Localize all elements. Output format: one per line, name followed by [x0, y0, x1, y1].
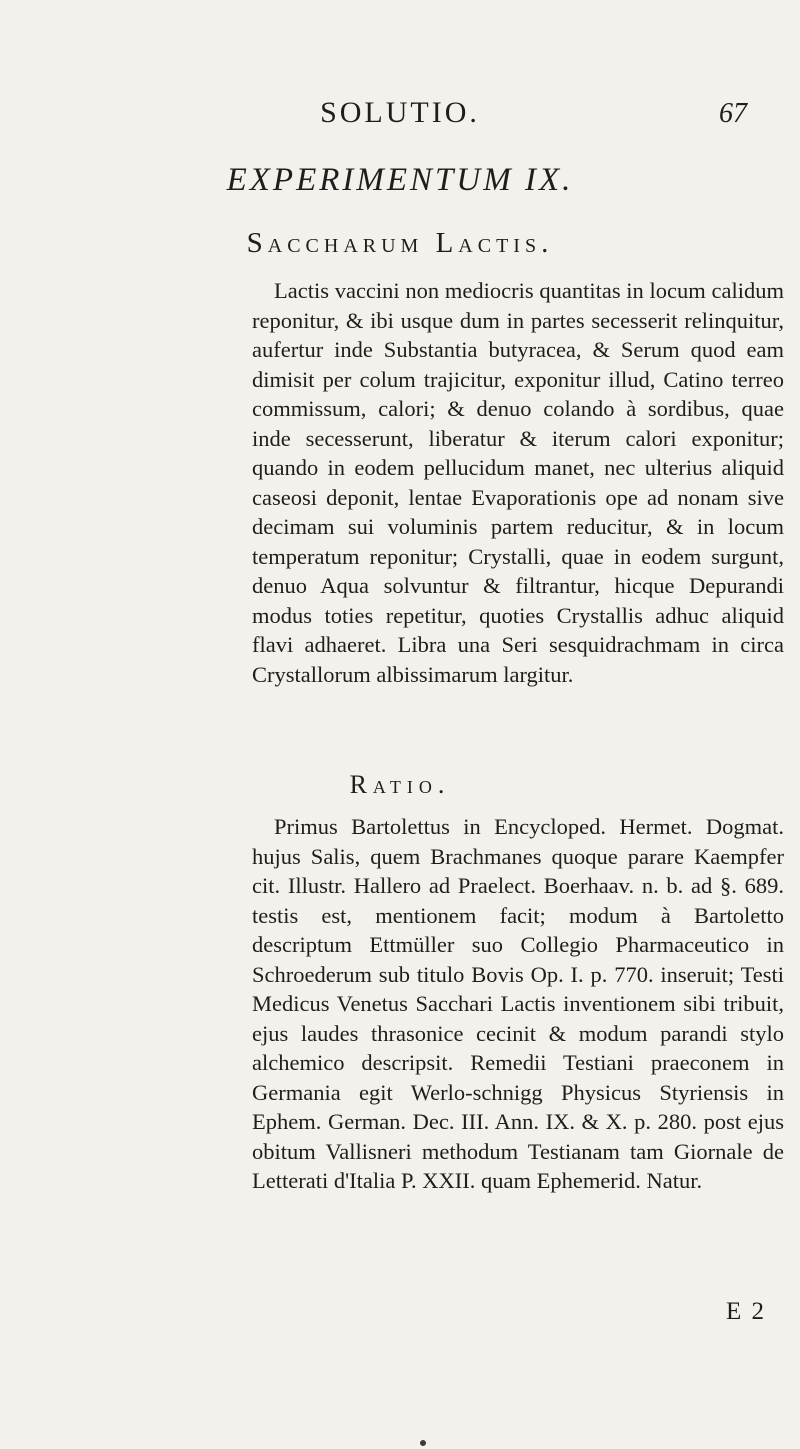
running-head — [0, 96, 800, 136]
experiment-title: EXPERIMENTUM IX. — [226, 162, 574, 198]
procedure-text: Lactis vaccini non mediocris quantitas in locum calidum reponitur, & ibi usque dum in partes secesserit relinquitur, aufertur inde Substantia butyracea, & Serum quod eam dimisit per colum trajicitur, exponitur illud, Catino terreo commissum, calori; & denuo colando à sordibus, quae inde secesserunt, liberatur & iterum calori exponitur; quando in eodem pellucidum manet, nec ulterius aliquid caseosi deponit, lentae Evaporationis ope ad nonam sive decimam sui voluminis partem reducitur, & in locum temperatum reponitur; Crystalli, quae in eodem surgunt, denuo Aqua solvuntur & filtrantur, hicque Depurandi modus toties repetitur, quoties Crystallis adhuc aliquid flavi adhaeret. Libra una Seri sesquidrachmam in circa Crystallorum albissimarum largitur. — [252, 278, 784, 687]
ink-speck — [420, 1440, 426, 1446]
section-heading: Ratio. — [349, 770, 451, 799]
ratio-text: Primus Bartolettus in Encycloped. Hermet. Dogmat. hujus Salis, quem Brachmanes quoque parare Kaempfer cit. Illustr. Hallero ad Praelect. Boerhaav. n. b. ad §. 689. testis est, mentionem facit; modum à Bartoletto descriptum Ettmüller suo Collegio Pharmaceutico in Schroederum sub titulo Bovis Op. I. p. 770. inseruit; Testi Medicus Venetus Sacchari Lactis inventionem sibi tribuit, ejus laudes thrasonice cecinit & modum parandi stylo alchemico descripsit. Remedii Testiani praeconem in Germania egit Werlo-schnigg Physicus Styriensis in Ephem. German. Dec. III. Ann. IX. & X. p. 280. post ejus obitum Vallisneri methodum Testianam tam Giornale de Letterati d'Italia P. XXII. quam Ephemerid. Natur. — [252, 814, 784, 1193]
page-number: 67 — [719, 98, 747, 129]
catchword: E 2 — [726, 1298, 767, 1325]
procedure-paragraph — [252, 276, 784, 689]
ratio-paragraph — [252, 812, 784, 1196]
experiment-subtitle: Saccharum Lactis. — [246, 227, 554, 259]
running-title: SOLUTIO. — [320, 96, 480, 129]
